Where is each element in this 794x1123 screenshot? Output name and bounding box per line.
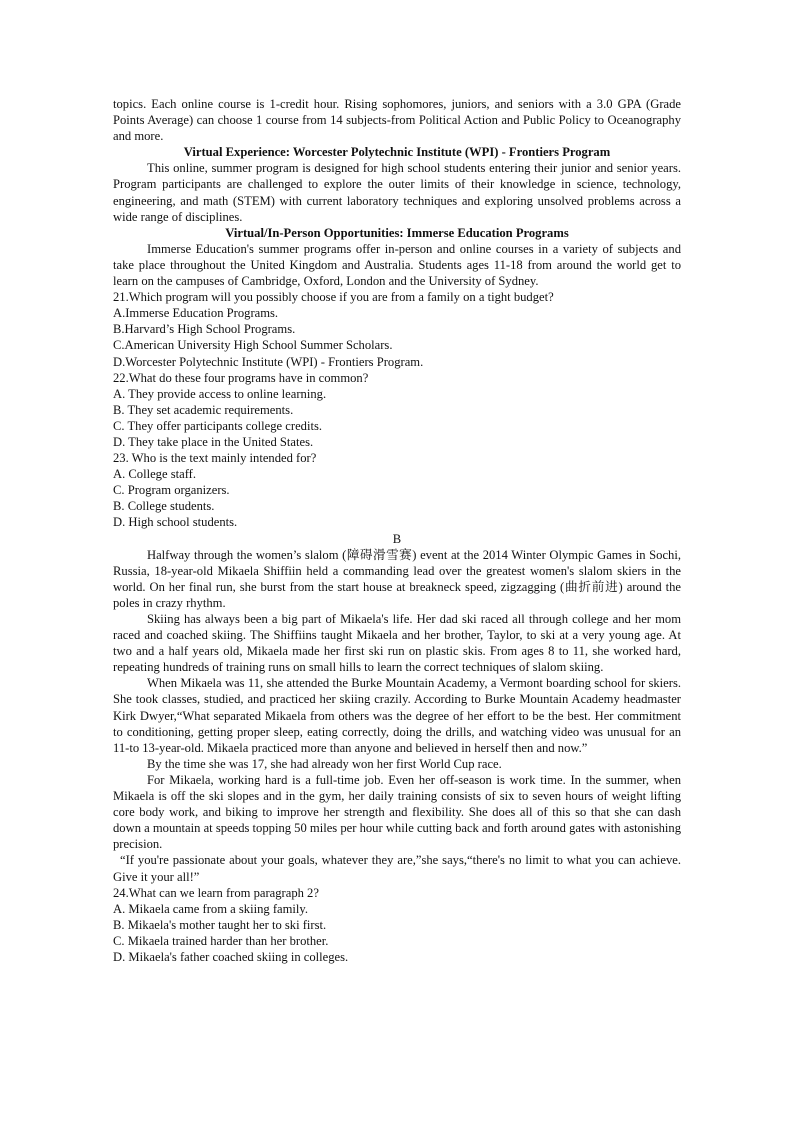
question-22-stem: 22.What do these four programs have in common? [113, 370, 369, 385]
question-24-option[interactable]: D. Mikaela's father coached skiing in colleges. [113, 949, 349, 964]
question-22-option[interactable]: D. They take place in the United States. [113, 434, 314, 449]
passage-b-paragraph: For Mikaela, working hard is a full-time job. Even her off-season is work time. In the summer, when Mikaela is off the ski slopes and in the gym, her daily training consists of six to seven hours of weight lifting core body work, and biking to improve her strength and flexibility. She does all of this so that she can dash down a mountain at speeds topping 50 miles per hour while cutting back and forth around gates with astonishing precision. [113, 772, 682, 852]
question-21-option[interactable]: D.Worcester Polytechnic Institute (WPI) - Frontiers Program. [113, 354, 424, 369]
question-21-option[interactable]: A.Immerse Education Programs. [113, 306, 279, 321]
question-22-option[interactable]: B. They set academic requirements. [113, 402, 294, 417]
question-24-stem: 24.What can we learn from paragraph 2? [113, 885, 319, 900]
question-23-option[interactable]: D. High school students. [113, 515, 238, 530]
question-24-option[interactable]: C. Mikaela trained harder than her brother. [113, 933, 329, 948]
heading-wpi: Virtual Experience: Worcester Polytechnic Institute (WPI) - Frontiers Program [183, 145, 611, 160]
paragraph-online-courses: topics. Each online course is 1-credit hour. Rising sophomores, juniors, and seniors with a 3.0 GPA (Grade Points Average) can choose 1 course from 14 subjects-from Political Action and Public Policy to Oceanography and more. [113, 97, 681, 144]
question-21-option[interactable]: B.Harvard’s High School Programs. [113, 322, 296, 337]
question-21-option[interactable]: C.American University High School Summer Scholars. [113, 338, 393, 353]
question-23-option[interactable]: C. Program organizers. [113, 483, 230, 498]
question-24-option[interactable]: B. Mikaela's mother taught her to ski first. [113, 917, 327, 932]
question-23-stem: 23. Who is the text mainly intended for? [113, 451, 317, 466]
passage-b-quote: “If you're passionate about your goals, whatever they are,”she says,“there's no limit to what you can achieve. Give it your all!” [113, 853, 681, 884]
document-page [113, 96, 681, 965]
question-23-option[interactable]: B. College students. [113, 499, 215, 514]
passage-b-paragraph: When Mikaela was 11, she attended the Burke Mountain Academy, a Vermont boarding school for skiers. She took classes, studied, and practiced her skiing crazily. According to Burke Mountain Academy headmaster Kirk Dwyer,“What separated Mikaela from others was the degree of her effort to be the best. Her commitment to conditioning, getting proper sleep, eating correctly, doing the drills, and watching video was unusual for an 11-to 13-year-old. Mikaela practiced more than anyone and believed in herself then and now.” [113, 676, 681, 755]
paragraph-wpi: This online, summer program is designed for high school students entering their junior and senior years. Program participants are challenged to explore the outer limits of their knowledge in science, technology, engineering, and math (STEM) with current laboratory techniques and exploring unsolved problems across a wide range of disciplines. [113, 161, 681, 224]
passage-b-paragraph: Halfway through the women’s slalom (障碍滑雪赛) event at the 2014 Winter Olympic Games in Sochi, Russia, 18-year-old Mikaela Shiffiin held a commanding lead over the greatest women's slalom skiers in the world. On her final run, she burst from the start house at breakneck speed, zigzagging (曲折前进) around the poles in crazy rhythm. [113, 547, 681, 610]
passage-b-paragraph: By the time she was 17, she had already won her first World Cup race. [147, 756, 502, 771]
passage-b-paragraph: Skiing has always been a big part of Mikaela's life. Her dad ski raced all through college and her mom raced and coached skiing. The Shiffiins taught Mikaela and her brother, Taylor, to ski at a very young age. At two and a half years old, Mikaela made her first ski run on plastic skis. From ages 8 to 11, she worked hard, repeating hundreds of training runs on small hills to learn the correct techniques of slalom skiing. [113, 612, 681, 675]
question-21-stem: 21.Which program will you possibly choose if you are from a family on a tight budget? [113, 290, 554, 305]
section-b-label: B [392, 531, 402, 546]
heading-immerse: Virtual/In-Person Opportunities: Immerse Education Programs [225, 225, 569, 240]
paragraph-immerse: Immerse Education's summer programs offer in-person and online courses in a variety of subjects and take place throughout the United Kingdom and Australia. Students ages 11-18 from around the world get to learn on the campuses of Cambridge, Oxford, London and the University of Sydney. [113, 241, 681, 289]
question-22-option[interactable]: C. They offer participants college credits. [113, 418, 323, 433]
question-24-option[interactable]: A. Mikaela came from a skiing family. [113, 901, 309, 916]
question-23-option[interactable]: A. College staff. [113, 467, 197, 482]
question-22-option[interactable]: A. They provide access to online learning. [113, 386, 327, 401]
